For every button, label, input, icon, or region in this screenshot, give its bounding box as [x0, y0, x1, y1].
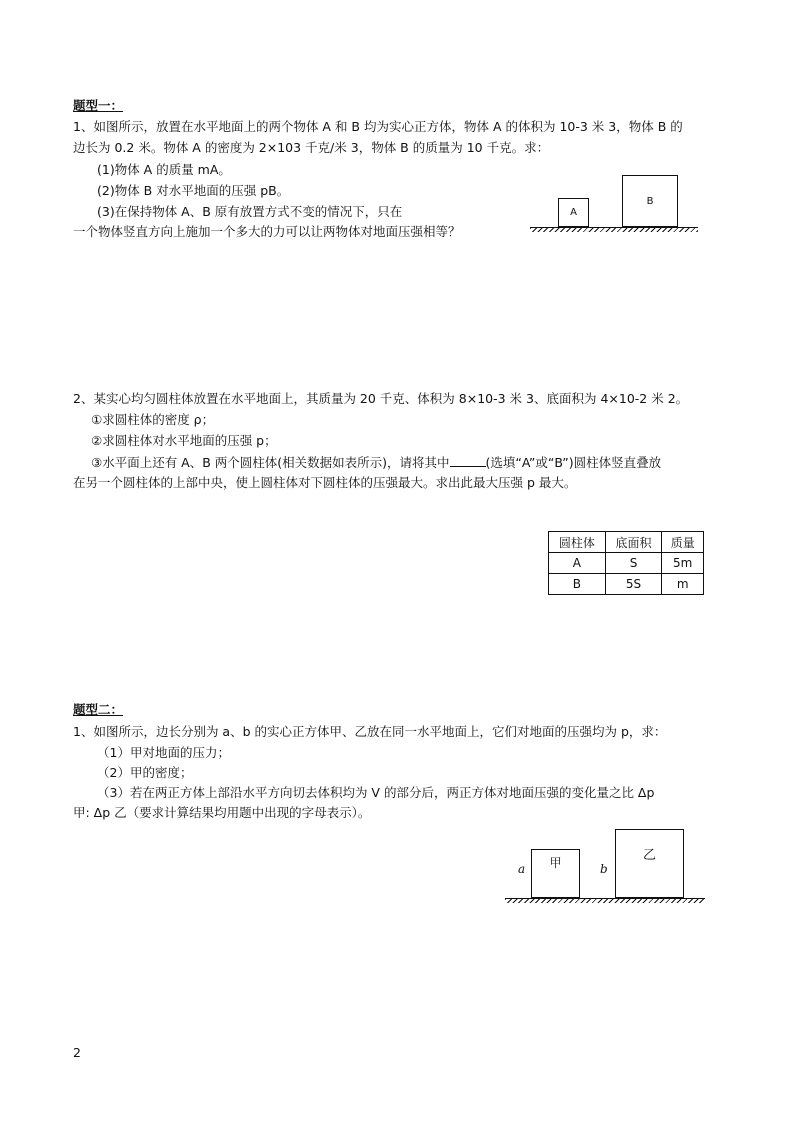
question-text: 1、如图所示，边长分别为 a、b 的实心正方体甲、乙放在同一水平地面上，它们对地面的压强均为 p，求：	[73, 724, 667, 739]
subquestion-text	[91, 454, 661, 471]
subquestion-text: (3)在保持物体 A、B 原有放置方式不变的情况下，只在	[97, 204, 403, 219]
block-b: B	[622, 175, 678, 227]
subquestion-text: (1)物体 A 的质量 mA。	[97, 162, 231, 177]
table-cell: 5S	[605, 574, 662, 595]
answer-blank[interactable]	[450, 454, 486, 467]
subquestion-text: 甲: Δp 乙（要求计算结果均用题中出现的字母表示）。	[73, 805, 371, 820]
subquestion-text-part: (选填“A”或“B”)圆柱体竖直叠放	[485, 455, 662, 470]
question-text: 2、某实心均匀圆柱体放置在水平地面上，其质量为 20 千克、体积为 8×10-3 米 3、底面积为 4×10-2 米 2。	[73, 391, 689, 406]
table-row	[549, 553, 704, 574]
table-cell: B	[549, 574, 606, 595]
question-text: 1、如图所示，放置在水平地面上的两个物体 A 和 B 均为实心正方体，物体 A 的体积为 10-3 米 3，物体 B 的	[73, 119, 683, 134]
ground-line	[530, 227, 698, 232]
subquestion-text: ②求圆柱体对水平地面的压强 p；	[91, 433, 277, 448]
subquestion-text: （3）若在两正方体上部沿水平方向切去体积均为 V 的部分后，两正方体对地面压强的变化量之比 Δp	[97, 785, 655, 800]
cube-yi: 乙	[615, 829, 684, 898]
edge-label-a: a	[518, 862, 526, 876]
subquestion-text: 一个物体竖直方向上施加一个多大的力可以让两物体对地面压强相等？	[73, 224, 461, 239]
section-heading: 题型一：	[73, 98, 124, 113]
edge-label-b: b	[600, 862, 608, 876]
subquestion-text: (2)物体 B 对水平地面的压强 pB。	[97, 183, 290, 198]
question-text: 边长为 0.2 米。物体 A 的密度为 2×103 千克/米 3，物体 B 的质量为 10 千克。求：	[73, 140, 550, 155]
table-header-cell: 底面积	[605, 532, 662, 553]
cube-jia: 甲	[531, 849, 580, 898]
subquestion-text-part: ③水平面上还有 A、B 两个圆柱体(相关数据如表所示)，请将其中	[91, 455, 450, 470]
subquestion-text: （2）甲的密度；	[97, 765, 193, 780]
page-number: 2	[73, 1045, 81, 1060]
table-cell: S	[605, 553, 662, 574]
table-cell: 5m	[662, 553, 704, 574]
table-header-row	[549, 532, 704, 553]
subquestion-text: ①求圆柱体的密度 ρ；	[91, 412, 215, 427]
subquestion-text: 在另一个圆柱体的上部中央，使上圆柱体对下圆柱体的压强最大。求出此最大压强 p 最大。	[73, 475, 577, 490]
table-row	[549, 574, 704, 595]
section-heading: 题型二：	[73, 702, 124, 717]
ground-line	[505, 898, 705, 903]
cylinder-data-table	[548, 531, 704, 595]
table-header-cell: 圆柱体	[549, 532, 606, 553]
table-cell: A	[549, 553, 606, 574]
table-cell: m	[662, 574, 704, 595]
subquestion-text: （1）甲对地面的压力；	[97, 745, 230, 760]
block-a: A	[558, 198, 589, 227]
table-header-cell: 质量	[662, 532, 704, 553]
